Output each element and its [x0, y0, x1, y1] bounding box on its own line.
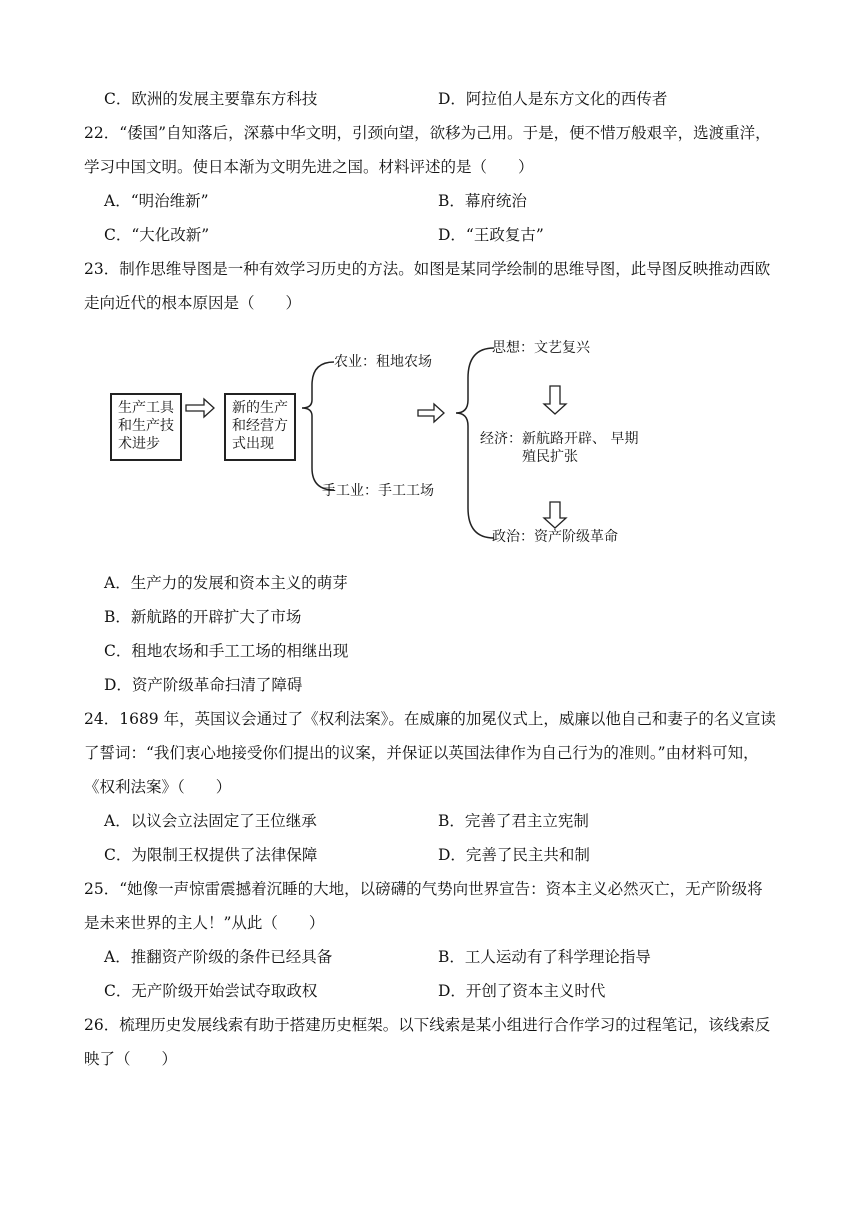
node-politics: 政治：资产阶级革命: [492, 529, 618, 545]
q23-option-b: B．新航路的开辟扩大了市场: [104, 608, 302, 626]
q22-stem-line2: 学习中国文明。使日本渐为文明先进之国。材料评述的是（ ）: [84, 158, 534, 176]
q26-stem-line2: 映了（ ）: [84, 1050, 178, 1068]
q24-stem-line1: 24．1689 年，英国议会通过了《权利法案》。在威廉的加冕仪式上，威廉以他自己和妻子的名义宣读: [84, 710, 776, 728]
q22-option-c: C．“大化改新”: [104, 226, 210, 244]
q21-option-c: C．欧洲的发展主要靠东方科技: [104, 90, 318, 108]
q23-option-a: A．生产力的发展和资本主义的萌芽: [104, 574, 348, 592]
box-new-production-mode: [224, 393, 296, 461]
q25-option-b: B．工人运动有了科学理论指导: [438, 948, 651, 966]
q22-option-b: B．幕府统治: [438, 192, 527, 210]
box1-line3: 术进步: [118, 436, 160, 452]
mind-map-diagram: [100, 330, 680, 560]
q22-stem-line1: 22．“倭国”自知落后，深慕中华文明，引颈向望，欲移为己用。于是，便不惜万般艰辛，选渡重洋，: [84, 124, 771, 142]
q26-stem-line1: 26．梳理历史发展线索有助于搭建历史框架。以下线索是某小组进行合作学习的过程笔记，该线索反: [84, 1016, 771, 1034]
q25-stem-line1: 25．“她像一声惊雷震撼着沉睡的大地，以磅礴的气势向世界宣告：资本主义必然灭亡，无产阶级将: [84, 880, 763, 898]
q25-option-a: A．推翻资产阶级的条件已经具备: [104, 948, 333, 966]
q23-option-c: C．租地农场和手工工场的相继出现: [104, 642, 349, 660]
q23-stem-line2: 走向近代的根本原因是（ ）: [84, 294, 302, 312]
q24-option-b: B．完善了君主立宪制: [438, 812, 589, 830]
q25-option-d: D．开创了资本主义时代: [438, 982, 606, 1000]
q24-option-a: A．以议会立法固定了王位继承: [104, 812, 317, 830]
q24-stem-line3: 《权利法案》（ ）: [84, 778, 232, 796]
node-thought: 思想：文艺复兴: [492, 340, 590, 356]
q23-stem-line1: 23．制作思维导图是一种有效学习历史的方法。如图是某同学绘制的思维导图，此导图反映推动西欧: [84, 260, 771, 278]
node-economy-line2: 殖民扩张: [522, 449, 578, 465]
q24-option-c: C．为限制王权提供了法律保障: [104, 846, 318, 864]
box2-line3: 式出现: [232, 436, 274, 452]
q21-option-d: D．阿拉伯人是东方文化的西传者: [438, 90, 668, 108]
q23-option-d: D．资产阶级革命扫清了障碍: [104, 676, 303, 694]
q24-option-d: D．完善了民主共和制: [438, 846, 590, 864]
box1-line1: 生产工具: [118, 400, 174, 416]
box2-line2: 和经营方: [232, 418, 288, 434]
q25-option-c: C．无产阶级开始尝试夺取政权: [104, 982, 318, 1000]
q25-stem-line2: 是未来世界的主人！”从此（ ）: [84, 914, 325, 932]
node-economy-line1: 经济：新航路开辟、 早期: [480, 431, 639, 447]
box2-line1: 新的生产: [232, 400, 288, 416]
node-handicraft: 手工业：手工工场: [322, 483, 434, 499]
q22-option-d: D．“王政复古”: [438, 226, 544, 244]
q22-option-a: A．“明治维新”: [104, 192, 209, 210]
box1-line2: 和生产技: [118, 418, 174, 434]
node-agriculture: 农业：租地农场: [334, 354, 432, 370]
q24-stem-line2: 了誓词：“我们衷心地接受你们提出的议案，并保证以英国法律作为自己行为的准则。”由材料可知，: [84, 744, 759, 762]
box-production-tools: [110, 393, 182, 461]
